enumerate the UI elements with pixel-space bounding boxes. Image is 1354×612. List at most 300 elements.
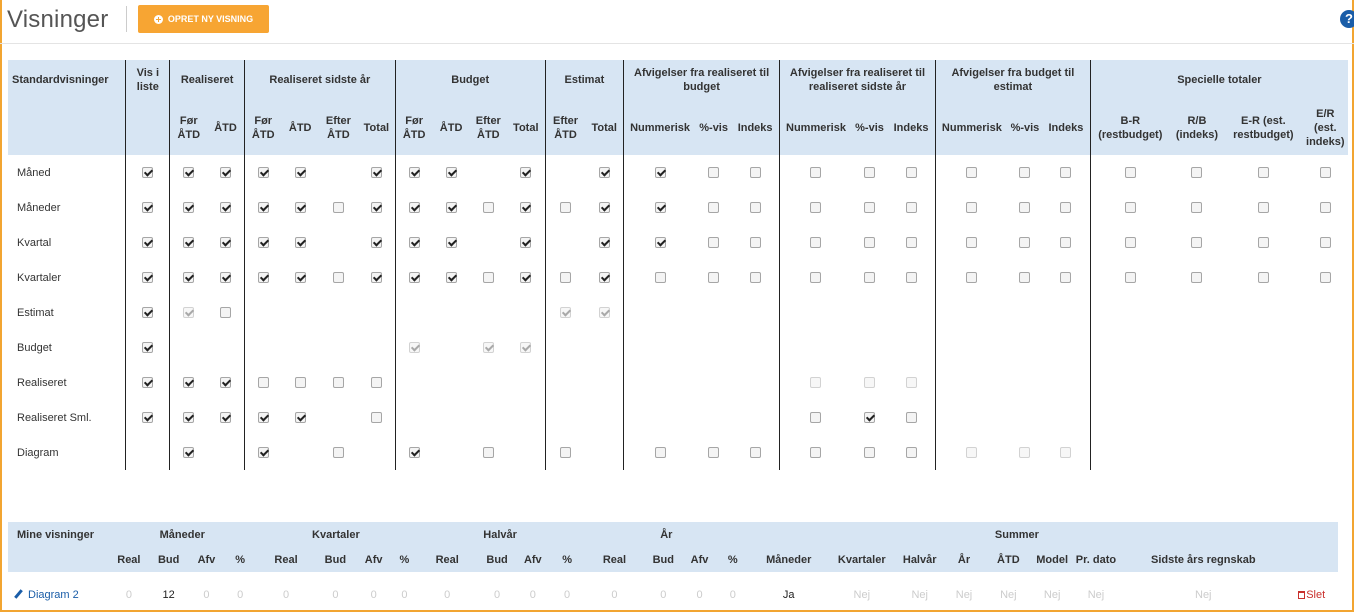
view-checkbox[interactable] bbox=[906, 202, 917, 213]
view-checkbox[interactable] bbox=[1320, 202, 1331, 213]
table-cell bbox=[244, 260, 281, 295]
view-checkbox[interactable] bbox=[1019, 167, 1030, 178]
view-checkbox[interactable] bbox=[220, 377, 231, 388]
view-checkbox[interactable] bbox=[220, 272, 231, 283]
value-cell: 12 bbox=[162, 588, 175, 601]
group-afv-budget-estimat: Afvigelser fra budget til estimat bbox=[935, 60, 1090, 100]
table-cell bbox=[432, 400, 469, 435]
view-checkbox[interactable] bbox=[1258, 167, 1269, 178]
summer-cell[interactable]: Nej bbox=[1195, 588, 1212, 601]
view-checkbox[interactable] bbox=[220, 237, 231, 248]
view-checkbox[interactable] bbox=[446, 237, 457, 248]
view-checkbox[interactable] bbox=[708, 202, 719, 213]
view-checkbox[interactable] bbox=[371, 237, 382, 248]
view-checkbox[interactable] bbox=[142, 272, 153, 283]
table-cell bbox=[1008, 190, 1042, 225]
view-checkbox[interactable] bbox=[142, 202, 153, 213]
view-checkbox[interactable] bbox=[258, 202, 269, 213]
table-cell bbox=[696, 295, 731, 330]
table-cell bbox=[780, 400, 852, 435]
view-checkbox[interactable] bbox=[966, 202, 977, 213]
table-cell bbox=[358, 435, 395, 470]
view-checkbox[interactable] bbox=[1191, 167, 1202, 178]
table-cell bbox=[852, 365, 887, 400]
view-checkbox[interactable] bbox=[142, 307, 153, 318]
table-cell bbox=[780, 295, 852, 330]
view-checkbox bbox=[520, 342, 531, 353]
summer-cell[interactable]: Nej bbox=[955, 588, 973, 601]
value-cell: 0 bbox=[529, 588, 536, 601]
table-cell bbox=[731, 155, 779, 190]
view-checkbox[interactable] bbox=[409, 272, 420, 283]
sub-header: Efter ÅTD bbox=[470, 100, 507, 155]
table-cell bbox=[1303, 260, 1348, 295]
table-cell bbox=[780, 155, 852, 190]
view-checkbox[interactable] bbox=[966, 272, 977, 283]
table-cell bbox=[282, 225, 319, 260]
view-checkbox[interactable] bbox=[810, 167, 821, 178]
table-cell bbox=[852, 400, 887, 435]
table-cell bbox=[207, 295, 244, 330]
sub-header: Efter ÅTD bbox=[545, 100, 585, 155]
view-checkbox[interactable] bbox=[655, 237, 666, 248]
view-checkbox[interactable] bbox=[258, 377, 269, 388]
view-checkbox[interactable] bbox=[906, 447, 917, 458]
delete-label: Slet bbox=[1306, 588, 1326, 601]
view-checkbox[interactable] bbox=[483, 202, 494, 213]
sub-header: Før ÅTD bbox=[170, 100, 207, 155]
table-cell bbox=[1090, 225, 1169, 260]
view-checkbox[interactable] bbox=[183, 272, 194, 283]
view-checkbox[interactable] bbox=[295, 377, 306, 388]
table-row bbox=[8, 295, 1348, 330]
table-cell bbox=[358, 190, 395, 225]
summer-cell[interactable]: Nej bbox=[1000, 588, 1017, 601]
table-cell bbox=[696, 330, 731, 365]
sub-header: Real bbox=[256, 547, 316, 572]
table-cell bbox=[170, 400, 207, 435]
table-cell bbox=[731, 190, 779, 225]
view-checkbox[interactable] bbox=[708, 167, 719, 178]
table-cell bbox=[887, 190, 935, 225]
table-cell bbox=[126, 295, 170, 330]
view-checkbox[interactable] bbox=[520, 237, 531, 248]
table-cell bbox=[696, 260, 731, 295]
delete-button[interactable] bbox=[1298, 589, 1325, 601]
view-checkbox[interactable] bbox=[258, 447, 269, 458]
table-cell bbox=[887, 155, 935, 190]
table-cell bbox=[1170, 225, 1224, 260]
my-views-table bbox=[8, 522, 1338, 612]
sub-header: Total bbox=[507, 100, 545, 155]
view-checkbox[interactable] bbox=[655, 272, 666, 283]
table-cell bbox=[852, 295, 887, 330]
group-budget: Budget bbox=[395, 60, 545, 100]
table-cell bbox=[470, 295, 507, 330]
table-cell bbox=[1224, 155, 1302, 190]
view-checkbox[interactable] bbox=[1125, 167, 1136, 178]
table-cell bbox=[585, 155, 623, 190]
view-checkbox[interactable] bbox=[142, 167, 153, 178]
view-checkbox[interactable] bbox=[1258, 272, 1269, 283]
view-checkbox[interactable] bbox=[1060, 167, 1071, 178]
group-afv-real-budget: Afvigelser fra realiseret til budget bbox=[624, 60, 780, 100]
table-cell bbox=[507, 225, 545, 260]
view-checkbox[interactable] bbox=[560, 447, 571, 458]
col-actions bbox=[1285, 522, 1338, 547]
sub-header: % bbox=[717, 547, 748, 572]
table-cell bbox=[319, 435, 358, 470]
view-checkbox[interactable] bbox=[750, 167, 761, 178]
table-cell bbox=[1042, 330, 1090, 365]
view-checkbox[interactable] bbox=[1320, 237, 1331, 248]
view-checkbox[interactable] bbox=[1019, 237, 1030, 248]
view-checkbox[interactable] bbox=[966, 237, 977, 248]
table-cell bbox=[1170, 400, 1224, 435]
view-checkbox[interactable] bbox=[1060, 272, 1071, 283]
pencil-icon bbox=[14, 589, 23, 599]
view-checkbox[interactable] bbox=[906, 412, 917, 423]
view-checkbox[interactable] bbox=[371, 272, 382, 283]
table-cell bbox=[244, 155, 281, 190]
table-cell bbox=[585, 330, 623, 365]
row-label: Estimat bbox=[17, 306, 54, 319]
table-cell bbox=[585, 435, 623, 470]
view-checkbox[interactable] bbox=[220, 307, 231, 318]
table-row bbox=[8, 225, 1348, 260]
value-cell: 0 bbox=[282, 588, 290, 601]
table-cell bbox=[358, 225, 395, 260]
summer-cell[interactable]: Nej bbox=[1087, 588, 1105, 601]
view-checkbox[interactable] bbox=[258, 237, 269, 248]
view-checkbox[interactable] bbox=[142, 342, 153, 353]
table-cell bbox=[470, 260, 507, 295]
table-cell bbox=[358, 295, 395, 330]
view-checkbox[interactable] bbox=[864, 447, 875, 458]
table-cell bbox=[887, 365, 935, 400]
view-checkbox[interactable] bbox=[708, 272, 719, 283]
table-cell bbox=[282, 155, 319, 190]
table-cell bbox=[545, 365, 585, 400]
table-cell bbox=[624, 330, 696, 365]
view-checkbox[interactable] bbox=[520, 272, 531, 283]
table-cell bbox=[852, 190, 887, 225]
sub-header: %-vis bbox=[852, 100, 887, 155]
view-checkbox[interactable] bbox=[333, 447, 344, 458]
view-checkbox[interactable] bbox=[655, 167, 666, 178]
view-checkbox[interactable] bbox=[1191, 202, 1202, 213]
view-checkbox[interactable] bbox=[750, 237, 761, 248]
table-cell bbox=[282, 400, 319, 435]
table-cell bbox=[470, 155, 507, 190]
table-cell bbox=[319, 225, 358, 260]
table-cell bbox=[170, 435, 207, 470]
table-cell bbox=[1170, 295, 1224, 330]
table-cell bbox=[1008, 225, 1042, 260]
table-cell bbox=[780, 365, 852, 400]
view-checkbox[interactable] bbox=[1060, 202, 1071, 213]
table-cell bbox=[1224, 295, 1302, 330]
view-checkbox[interactable] bbox=[520, 167, 531, 178]
view-checkbox bbox=[409, 342, 420, 353]
view-checkbox bbox=[183, 307, 194, 318]
view-checkbox[interactable] bbox=[183, 202, 194, 213]
table-cell bbox=[731, 225, 779, 260]
table-cell bbox=[887, 400, 935, 435]
view-checkbox[interactable] bbox=[295, 237, 306, 248]
table-cell bbox=[935, 295, 1007, 330]
table-cell bbox=[207, 260, 244, 295]
table-row bbox=[8, 400, 1348, 435]
sub-header: B-R (restbudget) bbox=[1090, 100, 1169, 155]
view-checkbox[interactable] bbox=[258, 412, 269, 423]
view-checkbox[interactable] bbox=[599, 167, 610, 178]
table-cell bbox=[244, 435, 281, 470]
view-checkbox[interactable] bbox=[1019, 202, 1030, 213]
view-checkbox[interactable] bbox=[295, 202, 306, 213]
table-cell bbox=[432, 260, 469, 295]
view-checkbox[interactable] bbox=[1258, 237, 1269, 248]
table-cell bbox=[470, 225, 507, 260]
table-cell bbox=[624, 295, 696, 330]
view-checkbox[interactable] bbox=[183, 447, 194, 458]
table-cell bbox=[1090, 155, 1169, 190]
table-cell bbox=[207, 330, 244, 365]
view-checkbox[interactable] bbox=[708, 237, 719, 248]
table-cell bbox=[1303, 225, 1348, 260]
view-checkbox[interactable] bbox=[520, 202, 531, 213]
table-cell bbox=[696, 400, 731, 435]
standard-views-body bbox=[8, 155, 1348, 470]
group-header-row bbox=[8, 60, 1348, 100]
view-checkbox[interactable] bbox=[599, 237, 610, 248]
table-cell bbox=[545, 435, 585, 470]
view-checkbox[interactable] bbox=[409, 237, 420, 248]
table-cell bbox=[935, 155, 1007, 190]
view-checkbox[interactable] bbox=[142, 237, 153, 248]
my-views-body bbox=[8, 572, 1338, 612]
view-checkbox[interactable] bbox=[599, 272, 610, 283]
view-checkbox[interactable] bbox=[560, 272, 571, 283]
view-checkbox[interactable] bbox=[560, 202, 571, 213]
plus-circle-icon bbox=[154, 15, 163, 24]
view-checkbox[interactable] bbox=[906, 167, 917, 178]
table-cell bbox=[126, 225, 170, 260]
table-cell bbox=[207, 365, 244, 400]
table-cell bbox=[1090, 260, 1169, 295]
view-checkbox[interactable] bbox=[750, 447, 761, 458]
view-checkbox[interactable] bbox=[409, 167, 420, 178]
table-cell bbox=[731, 330, 779, 365]
view-checkbox[interactable] bbox=[409, 202, 420, 213]
view-checkbox[interactable] bbox=[183, 167, 194, 178]
view-checkbox[interactable] bbox=[142, 377, 153, 388]
view-checkbox[interactable] bbox=[810, 412, 821, 423]
view-checkbox[interactable] bbox=[371, 167, 382, 178]
sub-header: Indeks bbox=[1042, 100, 1090, 155]
table-cell bbox=[507, 435, 545, 470]
table-cell bbox=[624, 435, 696, 470]
view-checkbox[interactable] bbox=[258, 272, 269, 283]
view-checkbox[interactable] bbox=[1320, 167, 1331, 178]
view-checkbox bbox=[864, 377, 875, 388]
group-afv-real-sidste-aar: Afvigelser fra realiseret til realiseret sidste år bbox=[780, 60, 936, 100]
sub-header: ÅTD bbox=[432, 100, 469, 155]
table-row bbox=[8, 435, 1348, 470]
table-cell bbox=[1042, 225, 1090, 260]
view-checkbox[interactable] bbox=[906, 237, 917, 248]
view-checkbox[interactable] bbox=[1320, 272, 1331, 283]
view-checkbox[interactable] bbox=[333, 202, 344, 213]
view-checkbox[interactable] bbox=[1125, 237, 1136, 248]
view-checkbox[interactable] bbox=[655, 202, 666, 213]
view-checkbox[interactable] bbox=[371, 377, 382, 388]
table-cell bbox=[1170, 365, 1224, 400]
view-checkbox[interactable] bbox=[446, 202, 457, 213]
table-cell bbox=[395, 260, 432, 295]
table-cell bbox=[852, 155, 887, 190]
view-checkbox[interactable] bbox=[906, 272, 917, 283]
table-cell bbox=[585, 260, 623, 295]
summer-cell[interactable]: Ja bbox=[782, 588, 795, 601]
view-checkbox[interactable] bbox=[483, 447, 494, 458]
sub-header: Real bbox=[109, 547, 149, 572]
view-checkbox bbox=[483, 342, 494, 353]
summer-cell[interactable]: Nej bbox=[853, 588, 871, 601]
view-checkbox[interactable] bbox=[1060, 237, 1071, 248]
table-cell bbox=[1224, 225, 1302, 260]
table-cell bbox=[126, 400, 170, 435]
view-checkbox[interactable] bbox=[966, 167, 977, 178]
view-checkbox[interactable] bbox=[1125, 272, 1136, 283]
view-checkbox[interactable] bbox=[258, 167, 269, 178]
trash-icon bbox=[1298, 591, 1305, 599]
view-checkbox[interactable] bbox=[655, 447, 666, 458]
table-cell bbox=[244, 330, 281, 365]
table-cell bbox=[395, 190, 432, 225]
view-checkbox[interactable] bbox=[1191, 237, 1202, 248]
table-cell bbox=[470, 365, 507, 400]
table-cell bbox=[1303, 365, 1348, 400]
value-cell: 0 bbox=[611, 588, 618, 601]
table-row bbox=[8, 330, 1348, 365]
view-checkbox bbox=[966, 447, 977, 458]
table-cell bbox=[395, 295, 432, 330]
table-cell bbox=[887, 295, 935, 330]
sub-header: Nummerisk bbox=[624, 100, 696, 155]
table-cell bbox=[935, 260, 1007, 295]
group-realiseret-sidste-aar: Realiseret sidste år bbox=[244, 60, 395, 100]
table-cell bbox=[244, 190, 281, 225]
value-cell: 0 bbox=[203, 588, 210, 601]
view-checkbox[interactable] bbox=[446, 272, 457, 283]
col-mine-visninger: Mine visninger bbox=[8, 522, 109, 547]
view-checkbox[interactable] bbox=[333, 377, 344, 388]
view-checkbox[interactable] bbox=[371, 202, 382, 213]
sub-header: % bbox=[393, 547, 416, 572]
my-views-sub-row bbox=[8, 547, 1338, 572]
table-cell bbox=[126, 435, 170, 470]
table-row bbox=[8, 260, 1348, 295]
view-name-link[interactable] bbox=[17, 589, 79, 601]
value-cell: 0 bbox=[237, 588, 244, 601]
table-cell bbox=[780, 330, 852, 365]
view-checkbox[interactable] bbox=[1019, 272, 1030, 283]
view-checkbox[interactable] bbox=[864, 167, 875, 178]
table-cell bbox=[852, 260, 887, 295]
view-checkbox[interactable] bbox=[446, 167, 457, 178]
table-cell bbox=[126, 260, 170, 295]
table-cell bbox=[545, 225, 585, 260]
sub-header: Måneder bbox=[748, 547, 829, 572]
summer-cell[interactable]: Nej bbox=[911, 588, 928, 601]
sub-header: % bbox=[550, 547, 584, 572]
view-checkbox[interactable] bbox=[483, 272, 494, 283]
view-checkbox[interactable] bbox=[409, 447, 420, 458]
row-label: Kvartaler bbox=[17, 271, 62, 284]
table-cell bbox=[935, 330, 1007, 365]
sub-header: ÅTD bbox=[282, 100, 319, 155]
table-row bbox=[8, 155, 1348, 190]
table-row bbox=[8, 572, 1338, 612]
table-cell bbox=[432, 365, 469, 400]
view-checkbox[interactable] bbox=[183, 377, 194, 388]
view-checkbox[interactable] bbox=[864, 272, 875, 283]
view-checkbox[interactable] bbox=[371, 412, 382, 423]
view-checkbox[interactable] bbox=[810, 202, 821, 213]
view-checkbox[interactable] bbox=[295, 167, 306, 178]
view-checkbox[interactable] bbox=[750, 202, 761, 213]
group-summer: Summer bbox=[748, 522, 1285, 547]
view-checkbox[interactable] bbox=[183, 412, 194, 423]
view-checkbox[interactable] bbox=[183, 237, 194, 248]
create-view-button[interactable] bbox=[138, 5, 269, 33]
table-cell bbox=[1170, 190, 1224, 225]
table-cell bbox=[780, 225, 852, 260]
view-checkbox[interactable] bbox=[810, 237, 821, 248]
view-checkbox[interactable] bbox=[295, 272, 306, 283]
view-checkbox[interactable] bbox=[295, 412, 306, 423]
table-cell bbox=[207, 400, 244, 435]
view-checkbox[interactable] bbox=[864, 202, 875, 213]
view-checkbox[interactable] bbox=[810, 272, 821, 283]
table-cell bbox=[1008, 260, 1042, 295]
sub-header: Før ÅTD bbox=[244, 100, 281, 155]
view-checkbox[interactable] bbox=[220, 202, 231, 213]
view-checkbox[interactable] bbox=[599, 202, 610, 213]
summer-cell[interactable]: Nej bbox=[1043, 588, 1061, 601]
view-checkbox[interactable] bbox=[864, 237, 875, 248]
view-checkbox[interactable] bbox=[750, 272, 761, 283]
view-checkbox[interactable] bbox=[810, 447, 821, 458]
view-checkbox[interactable] bbox=[1258, 202, 1269, 213]
view-checkbox[interactable] bbox=[333, 272, 344, 283]
table-cell bbox=[126, 330, 170, 365]
table-cell bbox=[696, 365, 731, 400]
view-checkbox[interactable] bbox=[220, 412, 231, 423]
table-cell bbox=[1170, 330, 1224, 365]
help-icon[interactable]: ? bbox=[1340, 10, 1354, 28]
view-checkbox[interactable] bbox=[1125, 202, 1136, 213]
value-cell: 0 bbox=[494, 588, 501, 601]
view-checkbox[interactable] bbox=[220, 167, 231, 178]
view-checkbox[interactable] bbox=[864, 412, 875, 423]
view-checkbox[interactable] bbox=[708, 447, 719, 458]
sub-header-row bbox=[8, 100, 1348, 155]
view-checkbox[interactable] bbox=[1191, 272, 1202, 283]
view-checkbox[interactable] bbox=[142, 412, 153, 423]
col-vis-i-liste: Vis i liste bbox=[126, 60, 170, 100]
